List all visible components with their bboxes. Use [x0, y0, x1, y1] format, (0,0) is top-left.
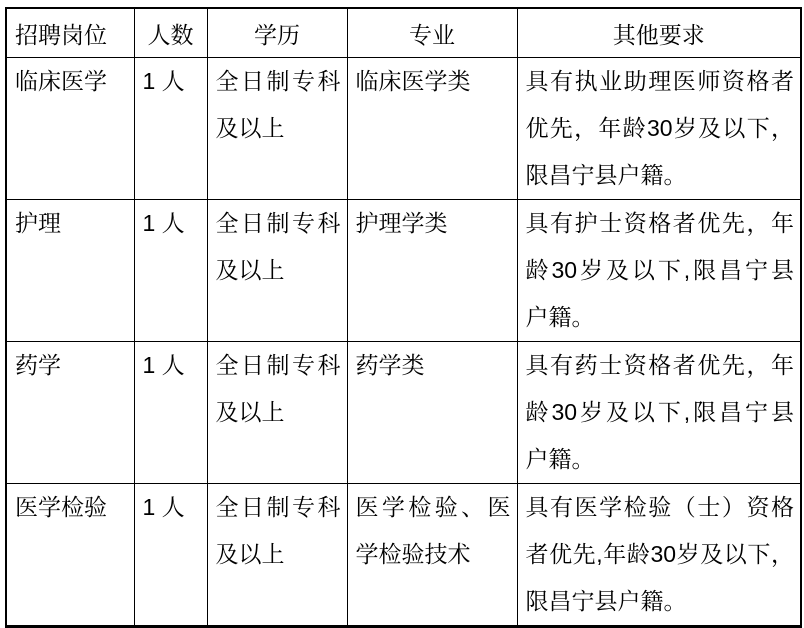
cell-education: [207, 342, 347, 484]
document-sheet: [5, 7, 802, 628]
cell-text-line: 全日制专科: [215, 494, 341, 520]
table-row: [6, 200, 801, 342]
cell-position: 临床医学: [6, 58, 134, 200]
header-count: 人数: [134, 8, 207, 58]
cell-text-line: 优先，年龄30岁及以下，: [525, 115, 794, 141]
cell-text-line: 及以上: [215, 257, 285, 283]
cell-requirements: [517, 58, 801, 200]
cell-text-line: 医学检验、医: [355, 494, 511, 520]
cell-requirements: [517, 342, 801, 484]
cell-count: 1 人: [134, 200, 207, 342]
cell-text-line: 限昌宁县户籍。: [525, 162, 687, 188]
table-row: [6, 484, 801, 627]
table-header-row: [6, 8, 801, 58]
cell-text-line: 及以上: [215, 399, 285, 425]
cell-major: 临床医学类: [347, 58, 517, 200]
cell-text-line: 龄30岁及以下,限昌宁县: [525, 399, 794, 425]
header-education: 学历: [207, 8, 347, 58]
cell-position: 医学检验: [6, 484, 134, 627]
cell-text-line: 具有药士资格者优先，年: [525, 352, 794, 378]
cell-count: 1 人: [134, 342, 207, 484]
table-row: [6, 342, 801, 484]
cell-text-line: 具有护士资格者优先，年: [525, 210, 794, 236]
cell-text-line: 户籍。: [525, 304, 595, 330]
cell-major: 护理学类: [347, 200, 517, 342]
cell-text-line: 学检验技术: [355, 541, 471, 567]
cell-text-line: 全日制专科: [215, 68, 341, 94]
cell-major: 药学类: [347, 342, 517, 484]
cell-text-line: 全日制专科: [215, 210, 341, 236]
cell-text-line: 限昌宁县户籍。: [525, 588, 687, 614]
cell-position: 护理: [6, 200, 134, 342]
cell-text-line: 及以上: [215, 115, 285, 141]
header-position: 招聘岗位: [6, 8, 134, 58]
cell-major: [347, 484, 517, 627]
cell-text-line: 者优先,年龄30岁及以下，: [525, 541, 794, 567]
cell-text-line: 及以上: [215, 541, 285, 567]
cell-requirements: [517, 484, 801, 627]
cell-text-line: 全日制专科: [215, 352, 341, 378]
cell-position: 药学: [6, 342, 134, 484]
header-major: 专业: [347, 8, 517, 58]
recruitment-table: [5, 7, 802, 628]
cell-text-line: 具有执业助理医师资格者: [525, 68, 794, 94]
cell-education: [207, 484, 347, 627]
cell-text-line: 户籍。: [525, 446, 595, 472]
cell-requirements: [517, 200, 801, 342]
header-requirements: 其他要求: [517, 8, 801, 58]
cell-education: [207, 58, 347, 200]
cell-education: [207, 200, 347, 342]
cell-count: 1 人: [134, 484, 207, 627]
cell-text-line: 具有医学检验（士）资格: [525, 494, 794, 520]
cell-count: 1 人: [134, 58, 207, 200]
table-row: [6, 58, 801, 200]
cell-text-line: 龄30岁及以下,限昌宁县: [525, 257, 794, 283]
